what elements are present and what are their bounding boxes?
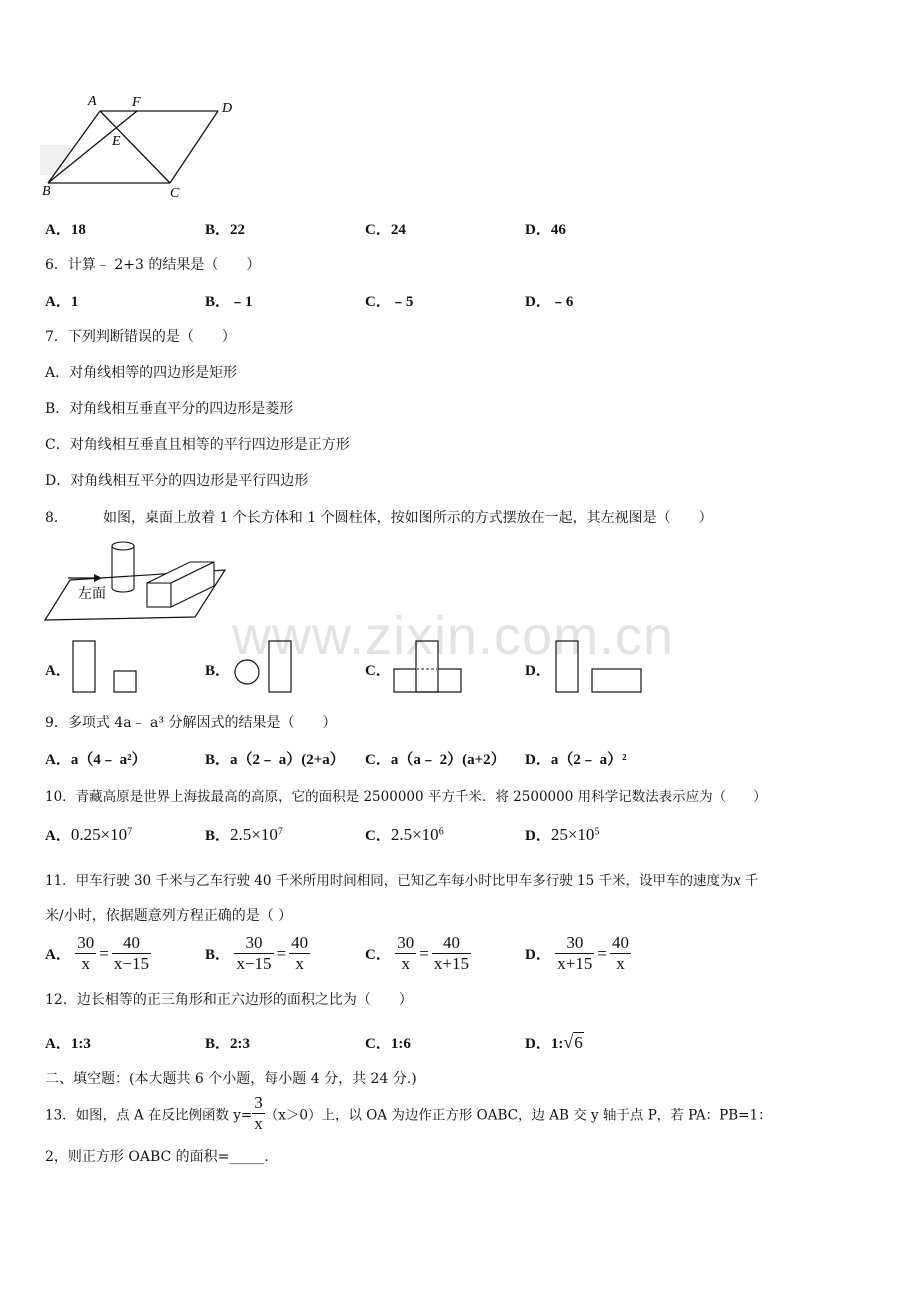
q7-option-d: D．对角线相互平分的四边形是平行四边形	[45, 473, 309, 489]
q7-stem: 7．下列判断错误的是（ ）	[45, 329, 236, 345]
option-label: B．	[205, 828, 231, 844]
point-label: E	[112, 134, 121, 149]
denominator: x	[254, 1114, 263, 1133]
q12-option-b: B．2:3	[205, 1036, 251, 1052]
q6-option-b: B．﹣1	[205, 294, 253, 310]
q8-option-c-figure	[393, 640, 465, 695]
sci-mantissa: 25×10	[550, 825, 595, 844]
q7-option-a: A．对角线相等的四边形是矩形	[45, 365, 238, 381]
q7-option-b: B．对角线相互垂直平分的四边形是菱形	[45, 401, 294, 417]
section-2-heading: 二、填空题：(本大题共 6 个小题，每小题 4 分，共 24 分.)	[45, 1071, 417, 1087]
q11-option-b: B． $\frac{30}{x-15}$ = $\frac{40}{x}$	[205, 933, 309, 973]
q6-stem: 6．计算﹣ 2+3 的结果是（ ）	[45, 257, 261, 273]
q10-option-b	[205, 824, 283, 845]
option-label: B．	[205, 947, 231, 963]
denominator: x	[401, 954, 411, 973]
numerator: 30	[77, 933, 95, 952]
denominator: x	[295, 954, 304, 973]
fraction	[395, 933, 416, 974]
point-label: C	[170, 186, 180, 200]
q11-var: x	[733, 872, 741, 889]
q7-option-c: C．对角线相互垂直且相等的平行四边形是正方形	[45, 437, 350, 453]
q8-option-b-svg	[232, 640, 302, 695]
numerator: 40	[611, 933, 629, 952]
q8-scene-figure	[40, 535, 230, 630]
sci-mantissa: 2.5×10	[230, 825, 278, 844]
numerator: 30	[234, 933, 273, 954]
q12-option-d	[525, 1032, 584, 1053]
q8-option-c-svg	[393, 640, 465, 695]
sci-exponent: 5	[594, 826, 600, 838]
sci-mantissa: 0.25×10	[70, 825, 128, 844]
q5-option-c: C．24	[365, 222, 406, 238]
fraction	[112, 933, 151, 974]
option-label: D．	[525, 828, 551, 844]
q11-line1-end: 千	[740, 873, 759, 889]
fraction	[234, 933, 273, 974]
q10-option-d	[525, 824, 599, 845]
q12-option-a: A．1:3	[45, 1036, 91, 1052]
option-label: C．	[365, 828, 391, 844]
option-label: C．	[365, 947, 391, 963]
denominator: x	[81, 954, 91, 973]
numerator: 3	[254, 1093, 263, 1112]
q13-pre: 13．如图，点 A 在反比例函数 y=	[45, 1107, 253, 1124]
watermark: www.zixin.com.cn	[232, 606, 675, 666]
q8-option-a: A．	[45, 663, 71, 679]
option-label: D．1:	[525, 1036, 564, 1052]
numerator: 30	[555, 933, 594, 954]
denominator: x	[616, 954, 625, 973]
numerator: 30	[397, 933, 415, 952]
q10-stem: 10．青藏高原是世界上海拔最高的高原，它的面积是 2500000 平方千米．将 2500000 用科学记数法表示应为（ ）	[45, 789, 767, 805]
fraction	[289, 933, 310, 974]
denominator: x−15	[236, 954, 272, 973]
q8-option-d: D．	[525, 663, 551, 679]
q8-option-b: B．	[205, 663, 231, 679]
sci-exponent: 6	[438, 826, 444, 838]
q11-line1	[45, 869, 758, 890]
q8-stem: 如图，桌面上放着 1 个长方体和 1 个圆柱体，按如图所示的方式摆放在一起，其左视图是（ ）	[103, 510, 713, 526]
q8-option-d-figure	[555, 640, 645, 695]
q9-option-c: C．a（a﹣ 2）(a+2）	[365, 752, 506, 768]
q8-option-b-figure	[232, 640, 302, 695]
q8-option-a-figure	[72, 640, 142, 695]
numerator: 40	[291, 933, 309, 952]
option-label: A．	[45, 828, 71, 844]
q12-stem: 12．边长相等的正三角形和正六边形的面积之比为（ ）	[45, 992, 413, 1008]
q6-option-c: C．﹣5	[365, 294, 414, 310]
fraction	[432, 933, 471, 974]
point-label: F	[132, 95, 141, 110]
q8-option-c: C．	[365, 663, 391, 679]
left-side-label: 左面	[78, 586, 106, 602]
denominator: x+15	[433, 954, 469, 973]
fraction	[252, 1093, 265, 1134]
parallelogram-figure	[40, 90, 240, 200]
q8-scene-svg	[40, 535, 230, 630]
fraction	[75, 933, 96, 974]
q8-number: 8．	[45, 510, 68, 526]
sci-exponent: 7	[127, 826, 133, 838]
q6-option-d: D．﹣6	[525, 294, 574, 310]
q13-line2: 2，则正方形 OABC 的面积=_____.	[45, 1149, 269, 1165]
q10-option-a	[45, 824, 132, 845]
q11-option-d: D． $\frac{30}{x+15}$ = $\frac{40}{x}$	[525, 933, 629, 973]
point-label: A	[88, 94, 97, 109]
q8-option-a-svg	[72, 640, 142, 695]
q6-option-a: A．1	[45, 294, 79, 310]
q10-option-c	[365, 824, 444, 845]
point-label: B	[42, 184, 51, 199]
numerator: 40	[112, 933, 151, 954]
q11-line1-text: 11．甲车行驶 30 千米与乙车行驶 40 千米所用时间相同，已知乙车每小时比甲车多行驶 15 千米，设甲车的速度为	[45, 873, 734, 889]
q8-option-d-svg	[555, 640, 645, 695]
q9-option-a: A．a（4﹣ a²）	[45, 752, 147, 768]
q9-option-b: B．a（2﹣ a）(2+a）	[205, 752, 345, 768]
q11-line2: 米/小时，依据题意列方程正确的是（ ）	[45, 908, 293, 924]
q12-option-c: C．1:6	[365, 1036, 411, 1052]
denominator: x+15	[557, 954, 593, 973]
sqrt-argument: 6	[574, 1033, 583, 1052]
q13-post: （x＞0）上，以 OA 为边作正方形 OABC，边 AB 交 y 轴于点 P，若 PA：PB=1：	[264, 1107, 772, 1124]
sqrt-sign: √	[563, 1032, 574, 1052]
q11-option-c: C． $\frac{30}{x}$ = $\frac{40}{x+15}$	[365, 933, 469, 973]
q9-option-d: D．a（2﹣ a）²	[525, 752, 627, 768]
q9-stem: 9．多项式 4a﹣ a³ 分解因式的结果是（ ）	[45, 715, 337, 731]
denominator: x−15	[113, 954, 149, 973]
sci-mantissa: 2.5×10	[390, 825, 439, 844]
numerator: 40	[432, 933, 471, 954]
q11-option-a: A． $\frac{30}{x}$ = $\frac{40}{x-15}$	[45, 933, 149, 973]
parallelogram-svg	[40, 90, 240, 200]
sci-exponent: 7	[277, 826, 283, 838]
point-label: D	[222, 101, 233, 116]
q13-line1	[45, 1093, 772, 1134]
fraction	[555, 933, 594, 974]
q5-option-a: A．18	[45, 222, 86, 238]
option-label: A．	[45, 947, 71, 963]
q5-option-b: B．22	[205, 222, 246, 238]
q5-option-d: D．46	[525, 222, 566, 238]
option-label: D．	[525, 947, 551, 963]
fraction	[610, 933, 631, 974]
